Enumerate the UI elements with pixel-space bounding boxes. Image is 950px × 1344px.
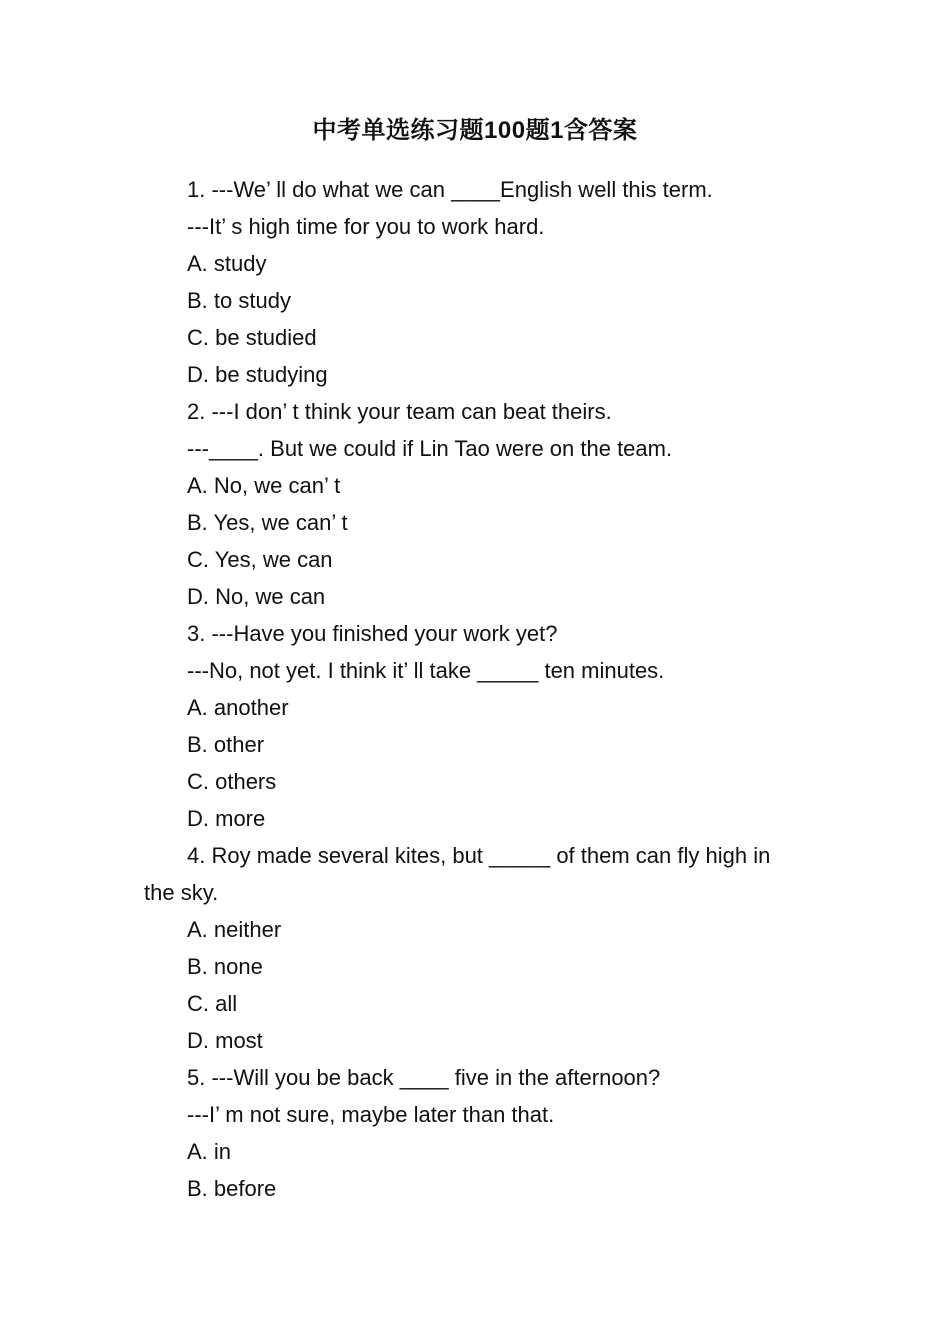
question-4 xyxy=(144,837,814,1059)
option-a: A. in xyxy=(187,1139,232,1164)
option-b: B. to study xyxy=(187,288,291,313)
option-c: C. all xyxy=(187,991,238,1016)
question-stem-continued: the sky. xyxy=(144,880,219,905)
option-d: D. more xyxy=(187,806,266,831)
option-c: C. Yes, we can xyxy=(187,547,333,572)
question-3 xyxy=(144,615,814,837)
option-c: C. be studied xyxy=(187,325,317,350)
option-c: C. others xyxy=(187,769,277,794)
question-reply: ---No, not yet. I think it’ ll take _____ ten minutes. xyxy=(187,658,665,683)
question-stem: 4. Roy made several kites, but _____ of them can fly high in xyxy=(187,843,771,868)
option-a: A. another xyxy=(187,695,289,720)
question-stem: 1. ---We’ ll do what we can ____English well this term. xyxy=(187,177,713,202)
option-a: A. neither xyxy=(187,917,282,942)
option-b: B. other xyxy=(187,732,265,757)
option-d: D. be studying xyxy=(187,362,328,387)
page-title: 中考单选练习题100题1含答案 xyxy=(312,117,638,144)
option-a: A. study xyxy=(187,251,267,276)
option-d: D. most xyxy=(187,1028,263,1053)
option-a: A. No, we can’ t xyxy=(187,473,341,498)
option-b: B. none xyxy=(187,954,263,979)
question-stem: 5. ---Will you be back ____ five in the afternoon? xyxy=(187,1065,661,1090)
question-stem: 3. ---Have you finished your work yet? xyxy=(187,621,558,646)
question-list xyxy=(144,171,814,1207)
option-d: D. No, we can xyxy=(187,584,326,609)
question-reply: ---____. But we could if Lin Tao were on the team. xyxy=(187,436,673,461)
option-b: B. Yes, we can’ t xyxy=(187,510,348,535)
option-b: B. before xyxy=(187,1176,277,1201)
question-1 xyxy=(144,171,814,393)
question-reply: ---It’ s high time for you to work hard. xyxy=(187,214,545,239)
question-5 xyxy=(144,1059,814,1207)
question-stem: 2. ---I don’ t think your team can beat theirs. xyxy=(187,399,612,424)
question-2 xyxy=(144,393,814,615)
question-reply: ---I’ m not sure, maybe later than that. xyxy=(187,1102,555,1127)
